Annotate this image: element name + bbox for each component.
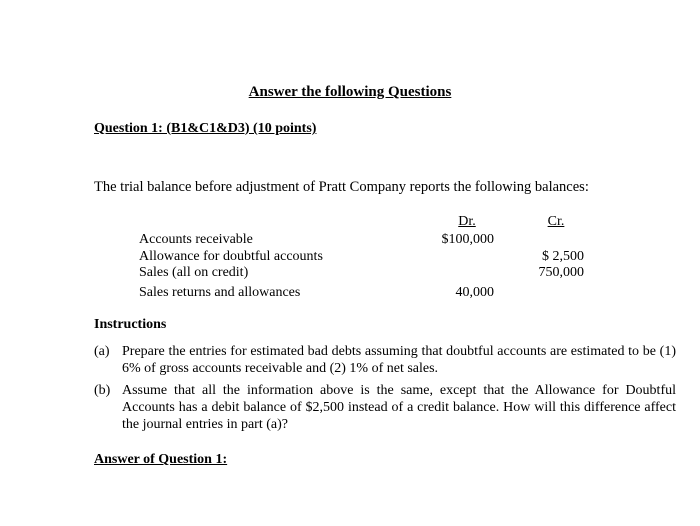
instruction-a [94,343,676,377]
instructions-title: Instructions [94,317,167,332]
credit-column-header: Cr. [547,214,565,229]
intro-text: The trial balance before adjustment of Pratt Company reports the following balances: [94,179,589,195]
instruction-a-text: Prepare the entries for estimated bad debts assuming that doubtful accounts are estimated to be (1) 6% of gross accounts receivable and (2) 1% of net sales. [122,344,676,376]
row-label-allowance: Allowance for doubtful accounts [139,249,323,264]
row-label-accounts-receivable: Accounts receivable [139,232,253,247]
instruction-b-text: Assume that all the information above is the same, except that the Allowance for Doubtful Accounts has a debit balance of $2,500 instead of a credit balance. How will this difference affect the journal entries in part (a)? [122,383,676,432]
instruction-a-label: (a) [94,344,110,359]
row-debit-accounts-receivable: $100,000 [441,232,494,247]
row-credit-allowance: $ 2,500 [542,249,584,264]
instruction-b [94,382,676,433]
instruction-b-label: (b) [94,383,111,398]
question-title: Question 1: (B1&C1&D3) (10 points) [94,121,317,136]
row-credit-sales: 750,000 [538,265,584,280]
page-heading: Answer the following Questions [248,84,452,100]
row-debit-sales-returns: 40,000 [455,285,494,300]
debit-column-header: Dr. [458,214,476,229]
row-label-sales: Sales (all on credit) [139,265,249,280]
answer-title: Answer of Question 1: [94,452,228,467]
row-label-sales-returns: Sales returns and allowances [139,285,301,300]
